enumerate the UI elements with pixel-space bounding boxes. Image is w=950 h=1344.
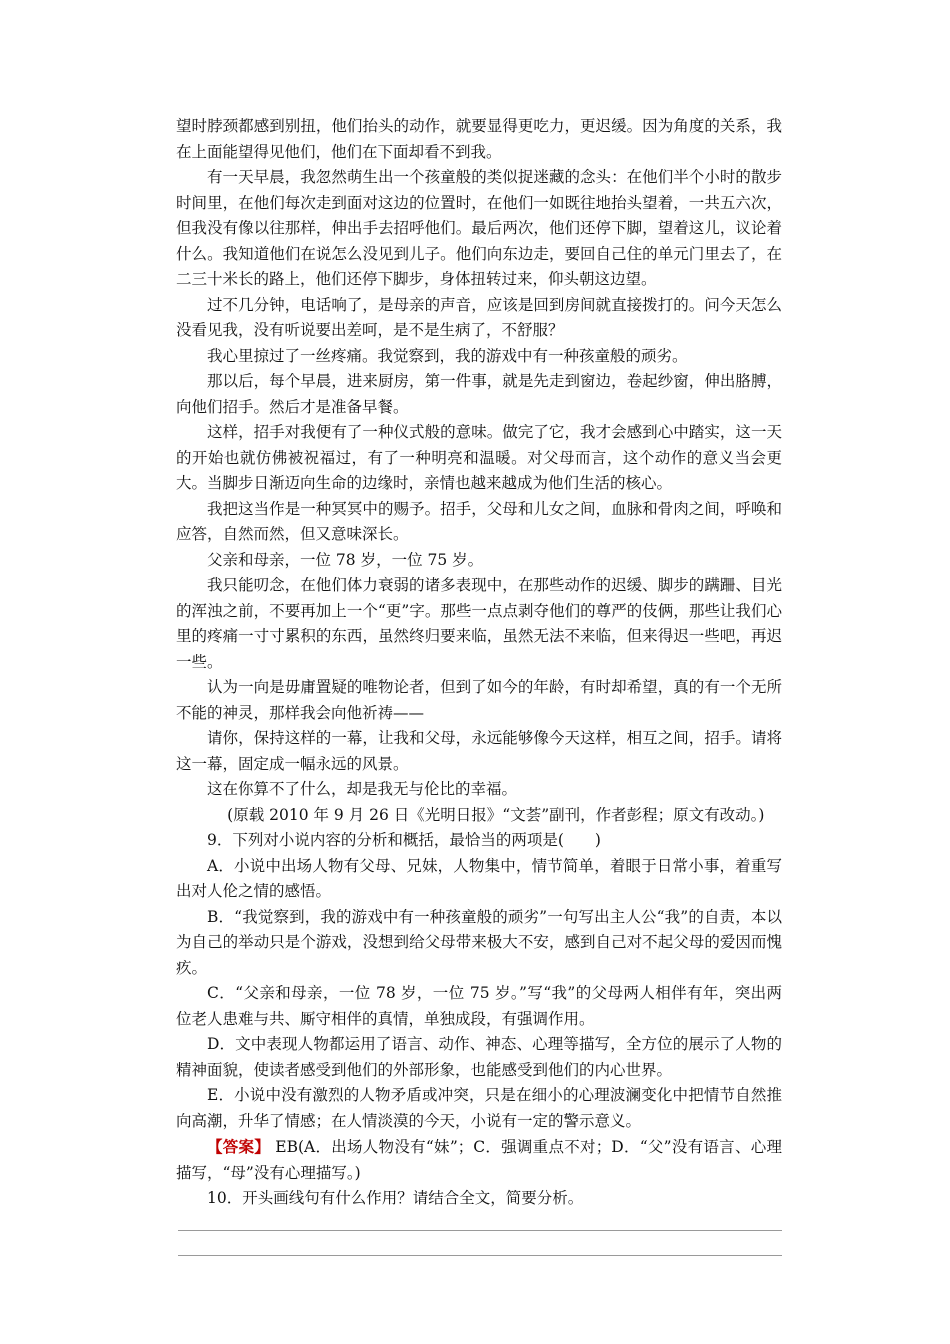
question-9-option-a: A．小说中出场人物有父母、兄妹，人物集中，情节简单，着眼于日常小事，着重写出对人伦之情的感悟。 [176, 856, 782, 900]
question-9-option-e: E．小说中没有激烈的人物矛盾或冲突，只是在细小的心理波澜变化中把情节自然推向高潮，升华了情感；在人情淡漠的今天，小说有一定的警示意义。 [176, 1086, 782, 1130]
paragraph-6: 我把这当作是一种冥冥中的赐予。招手，父母和儿女之间，血脉和骨肉之间，呼唤和应答，自然而然，但又意味深长。 [176, 499, 782, 543]
question-9-option-c: C．“父亲和母亲，一位 78 岁，一位 75 岁。”写“我”的父母两人相伴有年，突出两位老人患难与共、厮守相伴的真情，单独成段，有强调作用。 [176, 984, 782, 1028]
document-page [176, 114, 782, 1256]
paragraph-11: 这在你算不了什么，却是我无与伦比的幸福。 [207, 780, 518, 798]
source-note: (原载 2010 年 9 月 26 日《光明日报》“文荟”副刊，作者彭程；原文有改动。) [227, 805, 765, 824]
paragraph-3: 我心里掠过了一丝疼痛。我觉察到，我的游戏中有一种孩童般的顽劣。 [207, 346, 688, 365]
answer-blank-line-2[interactable] [178, 1255, 782, 1256]
paragraph-10: 请你，保持这样的一幕，让我和父母，永远能够像今天这样，相互之间，招手。请将这一幕，固定成一幅永远的风景。 [176, 729, 782, 773]
answer-label: 【答案】 [207, 1137, 271, 1156]
question-9-option-b: B．“我觉察到，我的游戏中有一种孩童般的顽劣”一句写出主人公“我”的自责，本以为自己的举动只是个游戏，没想到给父母带来极大不安，感到自己对不起父母的爱因而愧疚。 [176, 907, 782, 977]
paragraph-0: 望时脖颈都感到别扭，他们抬头的动作，就要显得更吃力，更迟缓。因为角度的关系，我在上面能望得见他们，他们在下面却看不到我。 [176, 117, 782, 161]
answer-block [176, 1134, 782, 1186]
question-9-option-d: D．文中表现人物都运用了语言、动作、神态、心理等描写，全方位的展示了人物的精神面貌，使读者感受到他们的外部形象，也能感受到他们的内心世界。 [176, 1035, 782, 1079]
paragraph-8: 我只能叨念，在他们体力衰弱的诸多表现中，在那些动作的迟缓、脚步的蹒跚、目光的浑浊之前，不要再加上一个“更”字。那些一点点剥夺他们的尊严的伎俩，那些让我们心里的疼痛一寸寸累积的东西，虽然终归要来临，虽然无法不来临，但来得迟一些吧，再迟一些。 [176, 576, 782, 671]
answer-blank-line-1[interactable] [178, 1230, 782, 1231]
paragraph-2: 过不几分钟，电话响了，是母亲的声音，应该是回到房间就直接拨打的。问今天怎么没看见我，没有听说要出差呵，是不是生病了，不舒服？ [176, 295, 782, 339]
question-10-stem: 10．开头画线句有什么作用？请结合全文，简要分析。 [207, 1189, 584, 1207]
paragraph-7: 父亲和母亲，一位 78 岁，一位 75 岁。 [207, 550, 484, 569]
paragraph-9: 认为一向是毋庸置疑的唯物论者，但到了如今的年龄，有时却希望，真的有一个无所不能的神灵，那样我会向他祈祷—— [176, 678, 782, 722]
question-9-stem: 9．下列对小说内容的分析和概括，最恰当的两项是( ) [207, 831, 601, 849]
paragraph-1: 有一天早晨，我忽然萌生出一个孩童般的类似捉迷藏的念头：在他们半个小时的散步时间里，在他们每次走到面对这边的位置时，在他们一如既往地抬头望着，一共五六次，但我没有像以往那样，伸出手去招呼他们。最后两次，他们还停下脚，望着这儿，议论着什么。我知道他们在说怎么没见到儿子。他们向东边走，要回自己住的单元门里去了，在二三十米长的路上，他们还停下脚步，身体扭转过来，仰头朝这边望。 [176, 168, 782, 288]
paragraph-5: 这样，招手对我便有了一种仪式般的意味。做完了它，我才会感到心中踏实，这一天的开始也就仿佛被祝福过，有了一种明亮和温暖。对父母而言，这个动作的意义当会更大。当脚步日渐迈向生命的边缘时，亲情也越来越成为他们生活的核心。 [176, 423, 782, 492]
paragraph-4: 那以后，每个早晨，进来厨房，第一件事，就是先走到窗边，卷起纱窗，伸出胳膊，向他们招手。然后才是准备早餐。 [176, 372, 782, 416]
answer-text: EB(A．出场人物没有“妹”；C．强调重点不对；D．“父”没有语言、心理描写，“母”没有心理描写。) [176, 1138, 782, 1182]
